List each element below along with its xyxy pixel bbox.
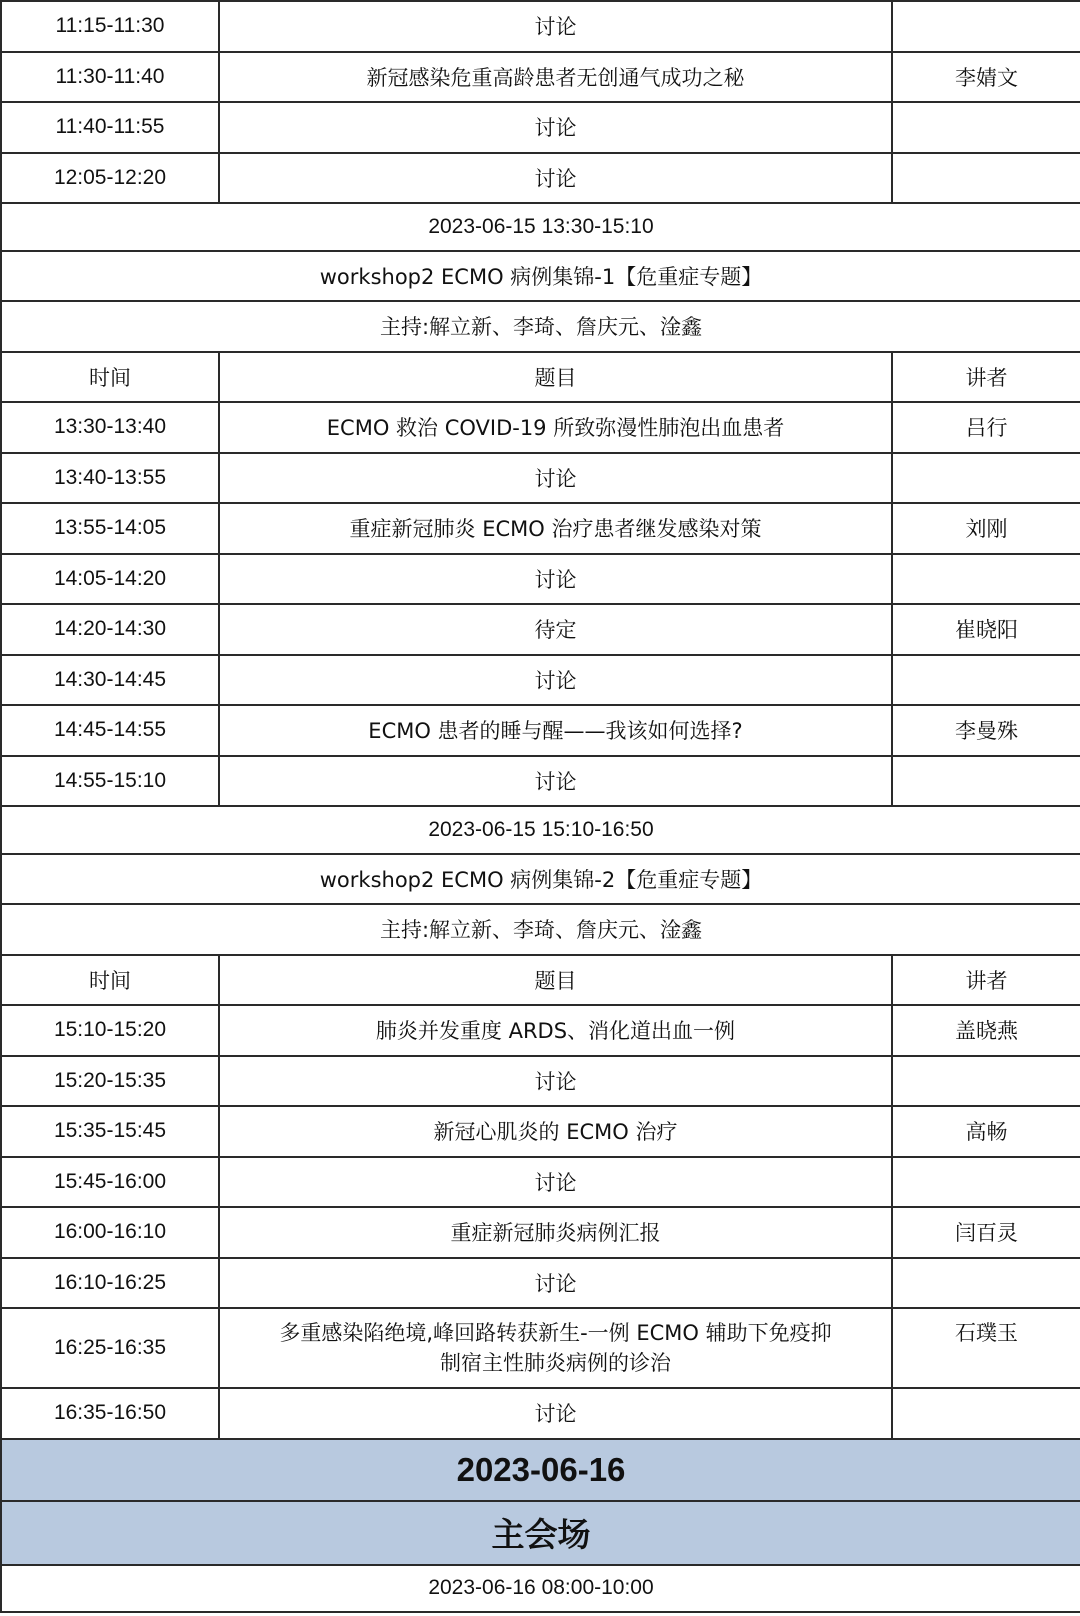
topic-cell: 讨论 [219, 453, 892, 504]
header-speaker: 讲者 [892, 352, 1080, 403]
header-topic: 题目 [219, 955, 892, 1006]
session-hosts-row [1, 904, 1080, 955]
table-row [1, 655, 1080, 706]
time-cell: 15:20-15:35 [1, 1056, 219, 1107]
session-datetime-row [1, 806, 1080, 854]
table-row [1, 756, 1080, 807]
table-row [1, 1, 1080, 52]
speaker-cell [892, 1388, 1080, 1439]
speaker-cell: 李婧文 [892, 52, 1080, 103]
speaker-cell [892, 1056, 1080, 1107]
time-cell: 16:10-16:25 [1, 1258, 219, 1309]
topic-cell: ECMO 患者的睡与醒——我该如何选择? [219, 705, 892, 756]
time-cell: 16:00-16:10 [1, 1207, 219, 1258]
table-row [1, 1106, 1080, 1157]
time-cell: 15:45-16:00 [1, 1157, 219, 1208]
topic-cell: 待定 [219, 604, 892, 655]
time-cell: 13:30-13:40 [1, 402, 219, 453]
time-cell: 15:10-15:20 [1, 1005, 219, 1056]
day-date: 2023-06-16 [1, 1439, 1080, 1501]
topic-cell: 讨论 [219, 554, 892, 605]
speaker-cell [892, 102, 1080, 153]
column-header-row [1, 352, 1080, 403]
topic-line: 制宿主性肺炎病例的诊治 [440, 1351, 671, 1375]
session-datetime: 2023-06-16 08:00-10:00 [1, 1565, 1080, 1613]
session-title-row [1, 251, 1080, 302]
time-cell: 16:35-16:50 [1, 1388, 219, 1439]
topic-cell: 讨论 [219, 655, 892, 706]
table-row [1, 1157, 1080, 1208]
topic-cell: 讨论 [219, 102, 892, 153]
topic-cell: 讨论 [219, 1258, 892, 1309]
table-row [1, 153, 1080, 204]
session-hosts: 主持:解立新、李琦、詹庆元、淦鑫 [1, 301, 1080, 352]
table-row [1, 604, 1080, 655]
topic-line: 多重感染陷绝境,峰回路转获新生-一例 ECMO 辅助下免疫抑 [279, 1321, 832, 1345]
time-cell: 16:25-16:35 [1, 1308, 219, 1388]
day-date-row [1, 1439, 1080, 1501]
table-row [1, 705, 1080, 756]
table-row [1, 1056, 1080, 1107]
topic-cell: 讨论 [219, 153, 892, 204]
speaker-cell [892, 1, 1080, 52]
time-cell: 15:35-15:45 [1, 1106, 219, 1157]
topic-cell: 讨论 [219, 1056, 892, 1107]
topic-cell: 新冠感染危重高龄患者无创通气成功之秘 [219, 52, 892, 103]
topic-cell: 讨论 [219, 1, 892, 52]
table-row [1, 1207, 1080, 1258]
topic-cell: 重症新冠肺炎 ECMO 治疗患者继发感染对策 [219, 503, 892, 554]
time-cell: 14:45-14:55 [1, 705, 219, 756]
header-topic: 题目 [219, 352, 892, 403]
speaker-cell: 石璞玉 [892, 1308, 1080, 1388]
venue-row [1, 1501, 1080, 1565]
speaker-cell: 刘刚 [892, 503, 1080, 554]
topic-cell: 讨论 [219, 1157, 892, 1208]
time-cell: 13:55-14:05 [1, 503, 219, 554]
topic-cell: 讨论 [219, 1388, 892, 1439]
time-cell: 14:20-14:30 [1, 604, 219, 655]
speaker-cell: 盖晓燕 [892, 1005, 1080, 1056]
session-hosts-row [1, 301, 1080, 352]
venue-title: 主会场 [1, 1501, 1080, 1565]
session-title: workshop2 ECMO 病例集锦-1【危重症专题】 [1, 251, 1080, 302]
table-row [1, 402, 1080, 453]
session-datetime-row [1, 203, 1080, 251]
topic-cell [219, 1308, 892, 1388]
session-datetime: 2023-06-15 15:10-16:50 [1, 806, 1080, 854]
time-cell: 11:40-11:55 [1, 102, 219, 153]
speaker-cell: 崔晓阳 [892, 604, 1080, 655]
topic-cell: 肺炎并发重度 ARDS、消化道出血一例 [219, 1005, 892, 1056]
header-time: 时间 [1, 955, 219, 1006]
table-row [1, 102, 1080, 153]
session-hosts: 主持:解立新、李琦、詹庆元、淦鑫 [1, 904, 1080, 955]
time-cell: 13:40-13:55 [1, 453, 219, 504]
table-row [1, 503, 1080, 554]
time-cell: 14:55-15:10 [1, 756, 219, 807]
table-row [1, 52, 1080, 103]
speaker-cell: 李曼殊 [892, 705, 1080, 756]
topic-cell: 重症新冠肺炎病例汇报 [219, 1207, 892, 1258]
table-row [1, 1308, 1080, 1388]
table-row [1, 554, 1080, 605]
speaker-cell [892, 153, 1080, 204]
column-header-row [1, 955, 1080, 1006]
time-cell: 11:15-11:30 [1, 1, 219, 52]
speaker-cell [892, 1157, 1080, 1208]
session-title: workshop2 ECMO 病例集锦-2【危重症专题】 [1, 854, 1080, 905]
speaker-cell [892, 655, 1080, 706]
header-time: 时间 [1, 352, 219, 403]
table-row [1, 453, 1080, 504]
topic-cell: 新冠心肌炎的 ECMO 治疗 [219, 1106, 892, 1157]
session-title-row [1, 854, 1080, 905]
table-row [1, 1388, 1080, 1439]
header-speaker: 讲者 [892, 955, 1080, 1006]
speaker-cell [892, 554, 1080, 605]
topic-cell: 讨论 [219, 756, 892, 807]
time-cell: 14:30-14:45 [1, 655, 219, 706]
speaker-cell [892, 756, 1080, 807]
time-cell: 12:05-12:20 [1, 153, 219, 204]
session-datetime-row [1, 1565, 1080, 1613]
speaker-cell: 高畅 [892, 1106, 1080, 1157]
speaker-cell [892, 1258, 1080, 1309]
speaker-cell: 吕行 [892, 402, 1080, 453]
table-row [1, 1005, 1080, 1056]
time-cell: 11:30-11:40 [1, 52, 219, 103]
topic-cell: ECMO 救治 COVID-19 所致弥漫性肺泡出血患者 [219, 402, 892, 453]
speaker-cell: 闫百灵 [892, 1207, 1080, 1258]
speaker-cell [892, 453, 1080, 504]
session-datetime: 2023-06-15 13:30-15:10 [1, 203, 1080, 251]
table-row [1, 1258, 1080, 1309]
time-cell: 14:05-14:20 [1, 554, 219, 605]
